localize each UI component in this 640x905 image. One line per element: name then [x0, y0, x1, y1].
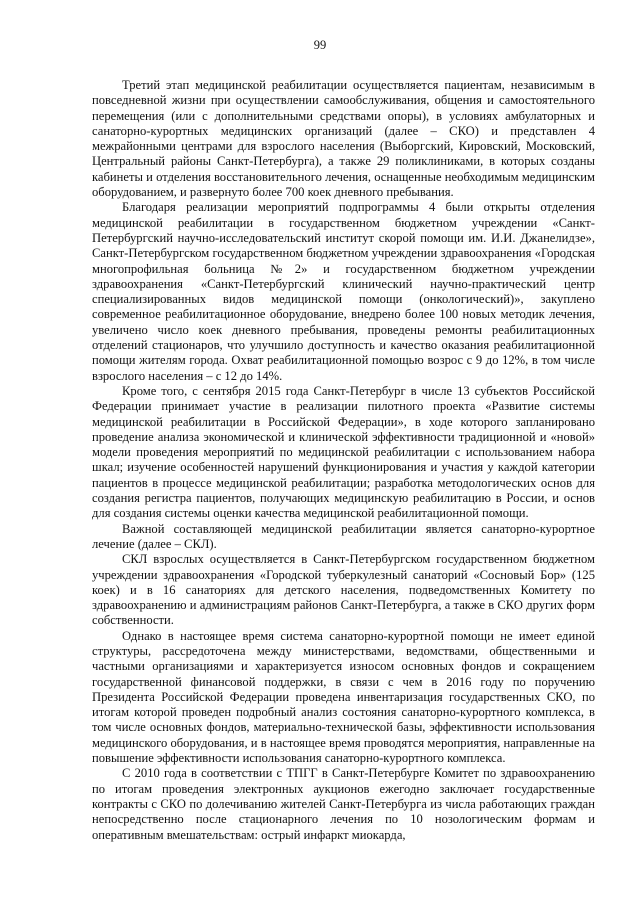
document-body	[92, 78, 595, 843]
paragraph-spa-system-issues: Однако в настоящее время система санаторно-курортной помощи не имеет единой структуры, рассредоточена между министерствами, ведомствами, общественными и частными организациями и характеризуется износом основных фондов и сокращением государственной финансовой поддержки, в связи с чем в 2016 году по поручению Президента Российской Федерации проведена инвентаризация государственных СКО, по итогам которой проведен подробный анализ состояния санаторно-курортного комплекса, в том числе основных фондов, материально-технической базы, эффективности использования медицинского оборудования, и в настоящее время проводятся мероприятия, направленные на повышение эффективности использования санаторно-курортного комплекса.	[92, 628, 595, 766]
paragraph-pilot-project: Кроме того, с сентября 2015 года Санкт-Петербург в числе 13 субъектов Российской Федерации принимает участие в реализации пилотного проекта «Развитие системы медицинской реабилитации в Российской Федерации», в ходе которого запланировано проведение анализа экономической и клинической эффективности традиционной и «новой» модели проведения мероприятий по медицинской реабилитации с использованием набора шкал; изучение особенностей нарушений функционирования и участия у каждой категории пациентов в процессе медицинской реабилитации; разработка методологических основ для создания регистра пациентов, получающих медицинскую реабилитацию в России, и основ для создания системы оценки качества медицинской реабилитационной помощи.	[92, 383, 595, 521]
paragraph-subprogram-4-results: Благодаря реализации мероприятий подпрограммы 4 были открыты отделения медицинской реабилитации в государственном бюджетном учреждении «Санкт-Петербургский научно-исследовательский институт скорой помощи им. И.И. Джанелидзе», Санкт-Петербургском государственном бюджетном учреждении здравоохранения «Городская многопрофильная больница №2» и государственном бюджетном учреждении здравоохранения «Санкт-Петербургский клинический научно-практический центр специализированных видов медицинской помощи (онкологический)», закуплено современное реабилитационное оборудование, внедрено более 100 новых методик лечения, увеличено число коек дневного пребывания, проведены ремонты реабилитационных отделений стационаров, что улучшило доступность и качество оказания реабилитационной помощи жителям города. Охват реабилитационной помощью возрос с 9 до 12%, в том числе взрослого населения – с 12 до 14%.	[92, 200, 595, 383]
page-number: 99	[313, 38, 327, 52]
paragraph-contracts-since-2010: С 2010 года в соответствии с ТПГГ в Санкт-Петербурге Комитет по здравоохранению по итогам проведения электронных аукционов ежегодно заключает государственные контракты с СКО по долечиванию жителей Санкт-Петербурга из числа работающих граждан непосредственно после стационарного лечения по 10 нозологическим формам и оперативным вмешательствам: острый инфаркт миокарда,	[92, 766, 595, 842]
paragraph-third-stage-rehabilitation: Третий этап медицинской реабилитации осуществляется пациентам, независимым в повседневной жизни при осуществлении самообслуживания, общения и самостоятельного перемещения (или с дополнительными средствами опоры), в условиях амбулаторных и санаторно-курортных медицинских организаций (далее – СКО) и представлен 4 межрайонными центрами для взрослого населения (Выборгский, Кировский, Московский, Центральный районы Санкт-Петербурга), а также 29 поликлиниками, в которых созданы кабинеты и отделения восстановительного лечения, оснащенные необходимым медицинским оборудованием, и развернуто более 700 коек дневного пребывания.	[92, 78, 595, 200]
paragraph-spa-treatment-intro: Важной составляющей медицинской реабилитации является санаторно-курортное лечение (далее – СКЛ).	[92, 521, 595, 551]
paragraph-spa-treatment-adults: СКЛ взрослых осуществляется в Санкт-Петербургском государственном бюджетном учреждении здравоохранения «Городской туберкулезный санаторий «Сосновый Бор» (125 коек) и в 16 санаториях для детского населения, подведомственных Комитету по здравоохранению и администрациям районов Санкт-Петербурга, а также в СКО других форм собственности.	[92, 552, 595, 628]
